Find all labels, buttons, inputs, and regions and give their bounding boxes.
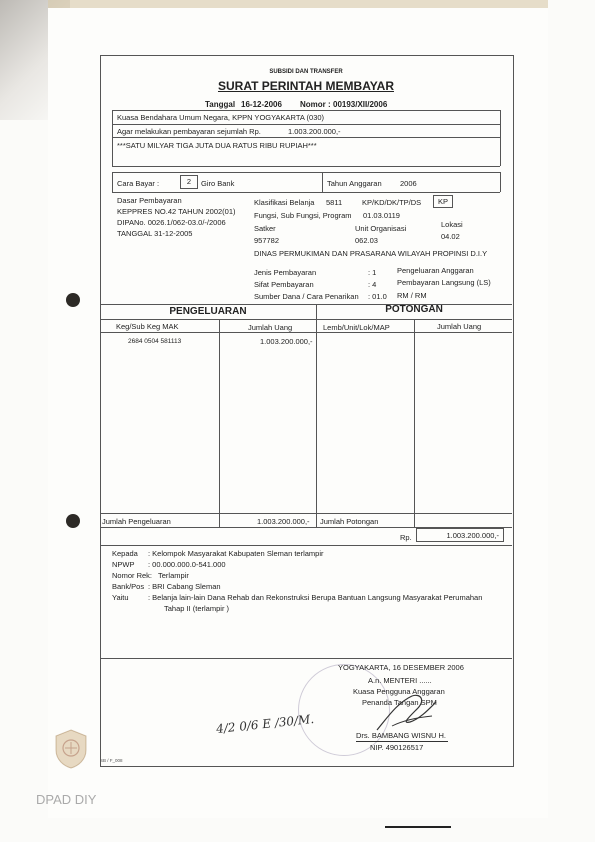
tahun-anggaran-value: 2006	[400, 179, 417, 188]
rule	[219, 319, 220, 527]
rule	[112, 110, 500, 111]
lokasi-value: 04.02	[441, 232, 460, 241]
unit-value: 062.03	[355, 236, 378, 245]
klasifikasi-belanja-value: 5811	[326, 198, 343, 207]
form-title: SURAT PERINTAH MEMBAYAR	[217, 79, 394, 93]
punch-hole-bottom	[66, 514, 80, 528]
dasar-line-2: DIPANo. 0026.1/062-03.0/-/2006	[117, 218, 226, 227]
fungsi-value: 01.03.0119	[363, 211, 400, 220]
norek-label: Nomor Rek:	[112, 571, 153, 580]
rule	[112, 172, 500, 173]
rule	[112, 172, 113, 192]
yaitu-line-1: : Belanja lain-lain Dana Rehab dan Rekonstruksi Berupa Bantuan Langsung Masyarakat Perumahan	[148, 593, 483, 602]
rule	[112, 124, 500, 125]
dasar-line-3: TANGGAL 31-12-2005	[117, 229, 193, 238]
tanggal-label: Tanggal	[205, 100, 236, 109]
handwritten-note: 4/2 0/6 E /30/M.	[215, 711, 315, 737]
agar-amount: 1.003.200.000,-	[288, 127, 341, 136]
sifat-value: Pembayaran Langsung (LS)	[397, 278, 491, 287]
watermark-text: DPAD DIY	[36, 792, 97, 807]
klasifikasi-belanja-label: Klasifikasi Belanja	[254, 198, 315, 207]
rule	[100, 332, 512, 333]
punch-hole-top	[66, 293, 80, 307]
agar-text: Agar melakukan pembayaran sejumlah Rp.	[117, 127, 261, 136]
nomor-label: Nomor :	[300, 100, 331, 109]
total-amount: 1.003.200.000,-	[416, 528, 504, 542]
jenis-label: Jenis Pembayaran	[254, 268, 317, 277]
rule	[100, 319, 512, 320]
pengeluaran-title: PENGELUARAN	[169, 306, 247, 317]
col-lemb-header: Lemb/Unit/Lok/MAP	[323, 323, 390, 332]
jenis-code: : 1	[368, 268, 377, 277]
rule	[112, 110, 113, 166]
form-subtitle: SUBSIDI DAN TRANSFER	[269, 69, 343, 75]
rule	[414, 319, 415, 527]
rule	[500, 110, 501, 166]
yaitu-line-2: Tahap II (terlampir )	[164, 604, 230, 613]
rule	[100, 545, 512, 546]
sifat-label: Sifat Pembayaran	[254, 280, 314, 289]
sumber-label: Sumber Dana / Cara Penarikan	[254, 292, 359, 301]
dasar-label: Dasar Pembayaran	[117, 196, 182, 205]
dasar-line-1: KEPPRES NO.42 TAHUN 2002(01)	[117, 207, 236, 216]
sign-name: Drs. BAMBANG WISNU H.	[356, 731, 447, 740]
fungsi-label: Fungsi, Sub Fungsi, Program	[254, 211, 352, 220]
tahun-anggaran-label: Tahun Anggaran	[327, 179, 382, 188]
rule	[112, 137, 500, 138]
kuasa-bendahara: Kuasa Bendahara Umum Negara, KPPN YOGYAKARTA (030)	[117, 113, 325, 122]
satker-label: Satker	[254, 224, 276, 233]
kepada-label: Kepada	[112, 549, 138, 558]
lokasi-label: Lokasi	[441, 220, 463, 229]
rule	[500, 172, 501, 192]
kepada-value: : Kelompok Masyarakat Kabupaten Sleman terlampir	[148, 549, 324, 558]
sign-name-underline	[356, 741, 448, 742]
dpad-logo	[52, 728, 90, 770]
col-jumlah2-header: Jumlah Uang	[437, 322, 482, 331]
rp-label: Rp.	[400, 533, 412, 542]
rule	[316, 304, 317, 527]
dinas-name: DINAS PERMUKIMAN DAN PRASARANA WILAYAH PROPINSI D.I.Y	[254, 249, 488, 258]
row-keg: 2684 0504 581113	[128, 338, 182, 345]
npwp-label: NPWP	[112, 560, 135, 569]
rule	[112, 192, 500, 193]
sign-nip: NIP. 490126517	[370, 743, 424, 752]
rule	[112, 166, 500, 167]
sign-place-date: YOGYAKARTA, 16 DESEMBER 2006	[338, 663, 464, 672]
cara-bayar-code: 2	[180, 175, 198, 189]
kp-box: KP	[433, 195, 453, 208]
sign-penanda: Penanda Tangan SPM	[362, 698, 437, 707]
npwp-value: : 00.000.000.0-541.000	[148, 560, 226, 569]
cara-bayar-label: Cara Bayar :	[117, 179, 160, 188]
bank-label: Bank/Pos	[112, 582, 145, 591]
norek-value: Terlampir	[158, 571, 189, 580]
kp-codes: KP/KD/DK/TP/DS	[362, 198, 422, 207]
satker-value: 957782	[254, 236, 280, 245]
unit-label: Unit Organisasi	[355, 224, 407, 233]
sign-an: A.n. MENTERI ......	[368, 676, 432, 685]
cara-bayar-value: Giro Bank	[201, 179, 235, 188]
yaitu-label: Yaitu	[112, 593, 129, 602]
nomor-value: 00193/XII/2006	[333, 100, 388, 109]
jumlah-potongan-label: Jumlah Potongan	[320, 517, 379, 526]
spm-form	[100, 55, 514, 767]
sifat-code: : 4	[368, 280, 377, 289]
sign-kuasa: Kuasa Pengguna Anggaran	[353, 687, 445, 696]
rule	[100, 658, 512, 659]
bank-value: : BRI Cabang Sleman	[148, 582, 221, 591]
sumber-code: : 01.0	[368, 292, 387, 301]
jumlah-pengeluaran-label: Jumlah Pengeluaran	[102, 517, 171, 526]
row-amount: 1.003.200.000,-	[260, 337, 313, 346]
col-jumlah-header: Jumlah Uang	[248, 323, 293, 332]
terbilang: ***SATU MILYAR TIGA JUTA DUA RATUS RIBU RUPIAH***	[117, 141, 317, 150]
col-keg-header: Keg/Sub Keg MAK	[116, 322, 179, 331]
sumber-value: RM / RM	[397, 291, 427, 300]
rule	[322, 172, 323, 192]
bottom-edge-mark	[385, 826, 451, 828]
rule	[100, 513, 512, 514]
jumlah-pengeluaran-value: 1.003.200.000,-	[257, 517, 310, 526]
potongan-title: POTONGAN	[385, 304, 443, 315]
jenis-value: Pengeluaran Anggaran	[397, 266, 474, 275]
form-code: SB / F_008	[100, 758, 123, 763]
tanggal-value: 16-12-2006	[241, 100, 282, 109]
paper-top-edge	[48, 0, 548, 8]
